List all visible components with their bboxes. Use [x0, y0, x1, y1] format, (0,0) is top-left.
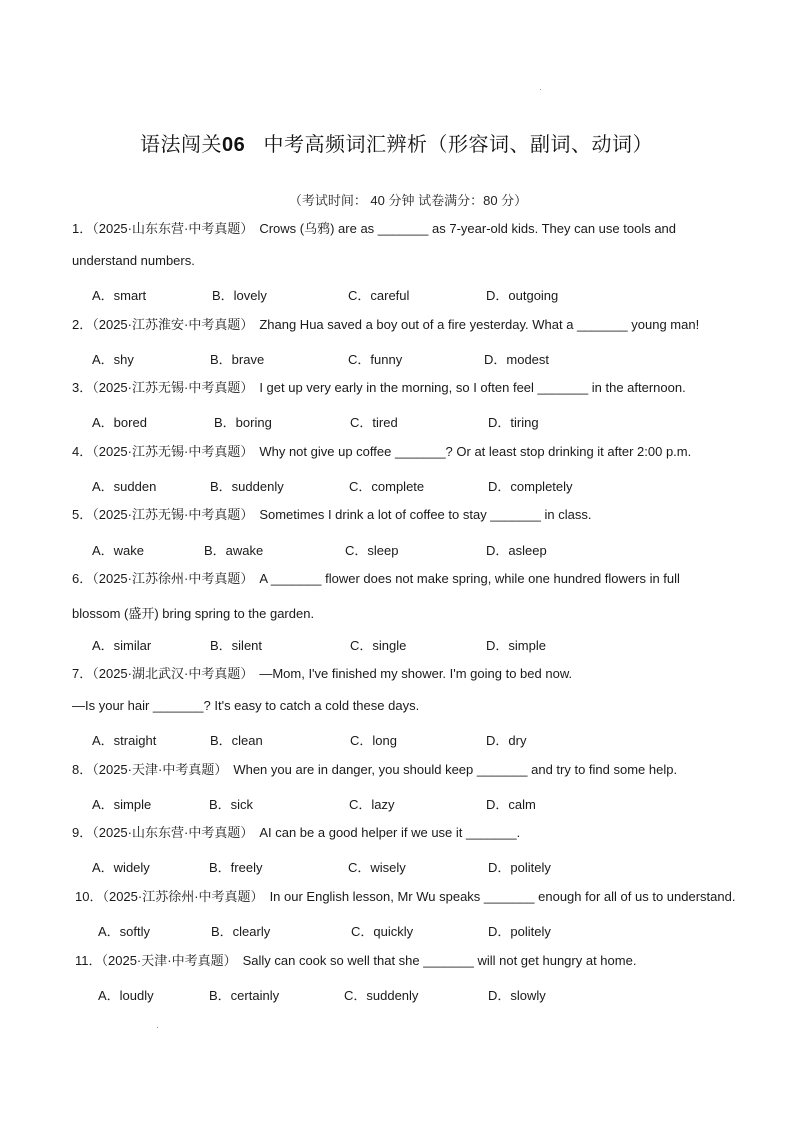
option-d[interactable]: D．asleep — [486, 543, 547, 558]
question-8 — [72, 762, 732, 778]
question-3-options — [0, 412, 793, 430]
question-9-options — [0, 857, 793, 875]
question-source: （2025·江苏淮安·中考真题） — [92, 317, 254, 332]
question-5 — [72, 507, 732, 523]
page-title — [0, 128, 793, 157]
option-b[interactable]: B．silent — [210, 638, 263, 653]
option-a[interactable]: A．softly — [98, 924, 151, 939]
question-4 — [72, 444, 732, 460]
question-source: （2025·山东东营·中考真题） — [92, 825, 254, 840]
question-number: 5． — [72, 507, 93, 522]
question-text: I get up very early in the morning, so I often feel _______ in the afternoon. — [259, 380, 686, 395]
question-text: AI can be a good helper if we use it _______. — [259, 825, 521, 840]
question-number: 8． — [72, 762, 93, 777]
question-source: （2025·江苏徐州·中考真题） — [92, 571, 254, 586]
scan-speck — [540, 89, 541, 90]
option-b[interactable]: B．clean — [210, 733, 263, 748]
question-9 — [72, 825, 732, 841]
question-1-options — [0, 285, 793, 303]
question-text: A _______ flower does not make spring, while one hundred flowers in full — [259, 571, 680, 586]
question-text: Crows (乌鸦) are as _______ as 7-year-old kids. They can use tools and — [259, 221, 677, 236]
option-d[interactable]: D．calm — [486, 797, 536, 812]
question-source: （2025·江苏无锡·中考真题） — [92, 444, 254, 459]
question-3 — [72, 380, 732, 396]
question-1 — [72, 221, 732, 237]
question-5-options — [0, 540, 793, 558]
option-c[interactable]: C．wisely — [348, 860, 406, 875]
option-b[interactable]: B．awake — [204, 543, 264, 558]
option-c[interactable]: C．long — [350, 733, 397, 748]
question-number: 10． — [75, 889, 103, 904]
question-source: （2025·湖北武汉·中考真题） — [92, 666, 254, 681]
option-a[interactable]: A．similar — [92, 638, 152, 653]
question-7-continuation: —Is your hair _______? It's easy to catch a cold these days. — [72, 698, 420, 713]
question-source: （2025·山东东营·中考真题） — [92, 221, 254, 236]
option-a[interactable]: A．widely — [92, 860, 150, 875]
title-prefix: 语法闯关 — [140, 134, 223, 156]
option-b[interactable]: B．certainly — [209, 988, 280, 1003]
option-b[interactable]: B．brave — [210, 352, 265, 367]
question-10 — [75, 889, 735, 905]
option-c[interactable]: C．careful — [348, 288, 410, 303]
option-b[interactable]: B．sick — [209, 797, 254, 812]
option-b[interactable]: B．boring — [214, 415, 272, 430]
option-c[interactable]: C．funny — [348, 352, 403, 367]
question-6 — [72, 571, 732, 587]
option-d[interactable]: D．politely — [488, 860, 551, 875]
option-b[interactable]: B．freely — [209, 860, 263, 875]
question-number: 11． — [75, 953, 102, 968]
question-number: 7． — [72, 666, 93, 681]
option-c[interactable]: C．sleep — [345, 543, 399, 558]
option-d[interactable]: D．simple — [486, 638, 546, 653]
option-a[interactable]: A．simple — [92, 797, 152, 812]
question-number: 6． — [72, 571, 93, 586]
question-number: 9． — [72, 825, 93, 840]
question-number: 4． — [72, 444, 93, 459]
question-text: —Mom, I've finished my shower. I'm going to bed now. — [259, 666, 573, 681]
option-d[interactable]: D．politely — [488, 924, 551, 939]
question-text: Zhang Hua saved a boy out of a fire yesterday. What a _______ young man! — [259, 317, 700, 332]
question-11 — [75, 953, 735, 969]
option-b[interactable]: B．lovely — [212, 288, 267, 303]
option-d[interactable]: D．dry — [486, 733, 527, 748]
question-7-options — [0, 730, 793, 748]
option-a[interactable]: A．shy — [92, 352, 134, 367]
question-8-options — [0, 794, 793, 812]
option-d[interactable]: D．completely — [488, 479, 573, 494]
option-c[interactable]: C．suddenly — [344, 988, 419, 1003]
option-a[interactable]: A．bored — [92, 415, 147, 430]
question-text: When you are in danger, you should keep _______ and try to find some help. — [233, 762, 678, 777]
exam-info: （考试时间： 40 分钟 试卷满分：80 分） — [288, 193, 528, 208]
option-c[interactable]: C．single — [350, 638, 407, 653]
option-c[interactable]: C．complete — [349, 479, 425, 494]
option-a[interactable]: A．smart — [92, 288, 147, 303]
option-c[interactable]: C．tired — [350, 415, 398, 430]
option-d[interactable]: D．slowly — [488, 988, 546, 1003]
option-a[interactable]: A．sudden — [92, 479, 157, 494]
question-number: 3． — [72, 380, 93, 395]
question-4-options — [0, 476, 793, 494]
option-d[interactable]: D．tiring — [488, 415, 539, 430]
question-1-continuation: understand numbers. — [72, 253, 195, 268]
scan-speck — [157, 1027, 158, 1028]
option-c[interactable]: C．lazy — [349, 797, 395, 812]
question-text: Sometimes I drink a lot of coffee to stay _______ in class. — [259, 507, 592, 522]
question-2 — [72, 317, 732, 333]
question-source: （2025·江苏徐州·中考真题） — [102, 889, 264, 904]
option-d[interactable]: D．outgoing — [486, 288, 559, 303]
option-b[interactable]: B．clearly — [211, 924, 271, 939]
question-number: 2． — [72, 317, 93, 332]
question-11-options — [0, 985, 793, 1003]
question-2-options — [0, 349, 793, 367]
question-text: In our English lesson, Mr Wu speaks _______ enough for all of us to understand. — [269, 889, 736, 904]
option-c[interactable]: C．quickly — [351, 924, 414, 939]
option-d[interactable]: D．modest — [484, 352, 550, 367]
option-b[interactable]: B．suddenly — [210, 479, 284, 494]
question-text: Sally can cook so well that she _______ will not get hungry at home. — [242, 953, 637, 968]
title-number: 06 — [222, 134, 246, 156]
question-source: （2025·江苏无锡·中考真题） — [92, 380, 254, 395]
question-6-continuation: blossom (盛开) bring spring to the garden. — [72, 606, 315, 621]
question-text: Why not give up coffee _______? Or at least stop drinking it after 2:00 p.m. — [259, 444, 692, 459]
question-6-options — [0, 635, 793, 653]
question-number: 1． — [72, 221, 93, 236]
option-a[interactable]: A．wake — [92, 543, 145, 558]
question-10-options — [0, 921, 793, 939]
question-source: （2025·天津·中考真题） — [101, 953, 237, 968]
option-a[interactable]: A．straight — [92, 733, 157, 748]
question-source: （2025·天津·中考真题） — [92, 762, 228, 777]
question-7 — [72, 666, 732, 682]
title-text: 中考高频词汇辨析（形容词、副词、动词） — [263, 134, 653, 156]
question-source: （2025·江苏无锡·中考真题） — [92, 507, 254, 522]
option-a[interactable]: A．loudly — [98, 988, 154, 1003]
